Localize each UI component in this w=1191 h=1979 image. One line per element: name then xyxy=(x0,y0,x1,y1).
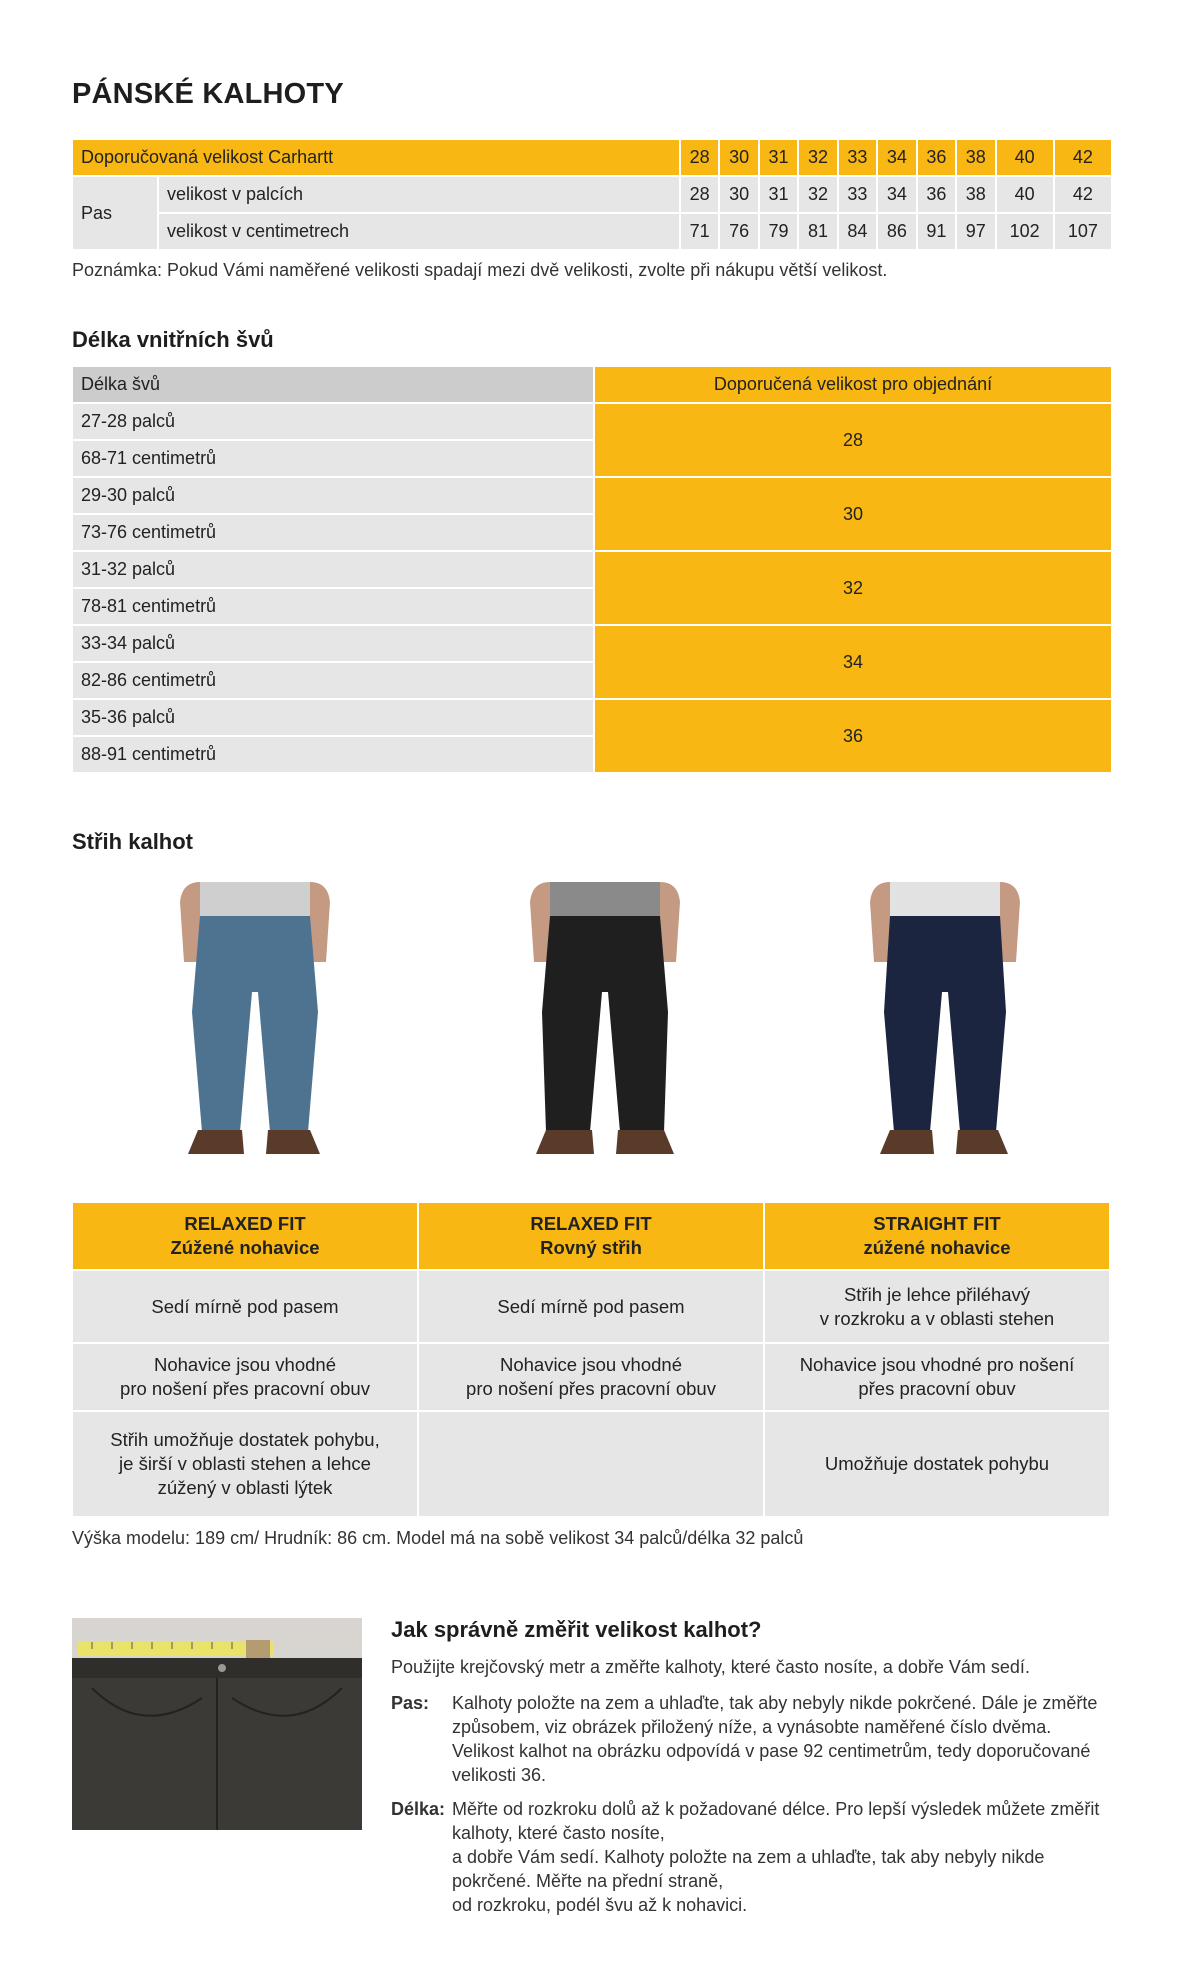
recommended-size: 36 xyxy=(595,700,1111,772)
size-header-cell: 38 xyxy=(957,140,994,175)
inseam-cm: 78-81 centimetrů xyxy=(73,589,593,624)
inseam-inches: 27-28 palců xyxy=(73,404,593,439)
table-cell: Nohavice jsou vhodné pro nošení přes pracovní obuv xyxy=(765,1344,1109,1410)
table-cell: 31 xyxy=(760,177,797,212)
inseam-inches: 35-36 palců xyxy=(73,700,593,735)
table-cell: Sedí mírně pod pasem xyxy=(73,1271,417,1342)
table-cell: Nohavice jsou vhodné pro nošení přes pracovní obuv xyxy=(419,1344,763,1410)
model-note: Výška modelu: 189 cm/ Hrudník: 86 cm. Model má na sobě velikost 34 palců/délka 32 palců xyxy=(72,1528,804,1548)
col-recommended-header: Doporučená velikost pro objednání xyxy=(595,367,1111,402)
table-cell: Nohavice jsou vhodné pro nošení přes pracovní obuv xyxy=(73,1344,417,1410)
size-header-cell: 34 xyxy=(878,140,915,175)
recommended-size: 30 xyxy=(595,478,1111,550)
row-label: velikost v palcích xyxy=(159,177,679,212)
fit-sub: Zúžené nohavice xyxy=(170,1237,320,1258)
size-header-cell: 28 xyxy=(681,140,718,175)
table-row xyxy=(73,626,1111,661)
size-header-cell: 31 xyxy=(760,140,797,175)
inseam-cm: 73-76 centimetrů xyxy=(73,515,593,550)
fit-sub: Rovný střih xyxy=(540,1237,642,1258)
size-header-cell: 32 xyxy=(799,140,836,175)
inseam-header-row xyxy=(73,367,1111,402)
size-table-header-row xyxy=(73,140,1111,175)
table-row xyxy=(73,478,1111,513)
table-cell: 107 xyxy=(1055,214,1111,249)
table-cell: Umožňuje dostatek pohybu xyxy=(765,1412,1109,1516)
fit-column-header xyxy=(419,1203,763,1269)
table-row xyxy=(73,1412,1109,1516)
waist-group-label: Pas xyxy=(73,177,157,249)
measure-intro: Použijte krejčovský metr a změřte kalhoty, které často nosíte, a dobře Vám sedí. xyxy=(391,1657,1030,1677)
fit-name: STRAIGHT FIT xyxy=(873,1213,1001,1234)
waist-label: Pas: xyxy=(391,1693,430,1713)
fit-column-header xyxy=(765,1203,1109,1269)
size-header-cell: 42 xyxy=(1055,140,1111,175)
table-row xyxy=(73,700,1111,735)
fit-header-row xyxy=(73,1203,1109,1269)
jeans-relaxed-straight-image xyxy=(520,882,690,1172)
table-cell: 40 xyxy=(997,177,1053,212)
size-header-cell: 33 xyxy=(839,140,876,175)
table-cell: 79 xyxy=(760,214,797,249)
table-cell: 30 xyxy=(720,177,757,212)
jeans-fill xyxy=(192,916,318,1132)
inseam-cm: 68-71 centimetrů xyxy=(73,441,593,476)
fit-name: RELAXED FIT xyxy=(530,1213,652,1234)
inseam-inches: 31-32 palců xyxy=(73,552,593,587)
table-row xyxy=(73,177,1111,212)
table-cell: Střih je lehce přiléhavý v rozkroku a v oblasti stehen xyxy=(765,1271,1109,1342)
inseam-title: Délka vnitřních švů xyxy=(72,327,274,352)
size-header-cell: 30 xyxy=(720,140,757,175)
fit-column-header xyxy=(73,1203,417,1269)
size-note: Poznámka: Pokud Vámi naměřené velikosti spadají mezi dvě velikosti, zvolte při nákupu větší velikost. xyxy=(72,260,888,280)
length-text: Měřte od rozkroku dolů až k požadované délce. Pro lepší výsledek můžete změřit kalhoty, které často nosíte, a dobře Vám sedí. Kalhoty položte na zem a uhlaďte, tak aby nebyly nikde pokrčené. Měřte na přední straně, od rozkroku, podél švu až k nohavici. xyxy=(452,1799,1100,1915)
table-row xyxy=(73,1344,1109,1410)
table-cell: 91 xyxy=(918,214,955,249)
inseam-cm: 82-86 centimetrů xyxy=(73,663,593,698)
row-label: velikost v centimetrech xyxy=(159,214,679,249)
table-cell: 33 xyxy=(839,177,876,212)
table-cell: 34 xyxy=(878,177,915,212)
length-label: Délka: xyxy=(391,1799,446,1819)
fit-name: RELAXED FIT xyxy=(184,1213,306,1234)
table-cell: 38 xyxy=(957,177,994,212)
table-cell: 42 xyxy=(1055,177,1111,212)
inseam-inches: 33-34 palců xyxy=(73,626,593,661)
recommended-size: 32 xyxy=(595,552,1111,624)
table-cell: 97 xyxy=(957,214,994,249)
table-row xyxy=(73,214,1111,249)
table-cell: 86 xyxy=(878,214,915,249)
table-cell: 102 xyxy=(997,214,1053,249)
size-table xyxy=(71,138,1113,251)
table-row xyxy=(73,1271,1109,1342)
table-row xyxy=(73,552,1111,587)
size-header-cell: 36 xyxy=(918,140,955,175)
table-cell xyxy=(419,1412,763,1516)
table-cell: 84 xyxy=(839,214,876,249)
fit-title: Střih kalhot xyxy=(72,829,194,854)
table-cell: Střih umožňuje dostatek pohybu, je širší v oblasti stehen a lehce zúžený v oblasti lýtek xyxy=(73,1412,417,1516)
table-row xyxy=(73,404,1111,439)
inseam-inches: 29-30 palců xyxy=(73,478,593,513)
fit-sub: zúžené nohavice xyxy=(863,1237,1011,1258)
page-title: PÁNSKÉ KALHOTY xyxy=(72,78,344,110)
waist-text: Kalhoty položte na zem a uhlaďte, tak aby nebyly nikde pokrčené. Dále je změřte způsobem, viz obrázek přiložený níže, a vynásobte naměřené číslo dvěma. Velikost kalhot na obrázku odpovídá v pase 92 centimetrům, tedy doporučované velikosti 36. xyxy=(452,1693,1098,1785)
fit-table xyxy=(71,1201,1111,1518)
table-cell: 32 xyxy=(799,177,836,212)
col-length-header: Délka švů xyxy=(73,367,593,402)
table-cell: 28 xyxy=(681,177,718,212)
measured-pants-photo xyxy=(72,1618,362,1830)
recommended-size: 28 xyxy=(595,404,1111,476)
table-cell: 71 xyxy=(681,214,718,249)
table-cell: 76 xyxy=(720,214,757,249)
inseam-table xyxy=(71,365,1113,774)
size-table-header-label: Doporučovaná velikost Carhartt xyxy=(73,140,679,175)
size-header-cell: 40 xyxy=(997,140,1053,175)
table-cell: Sedí mírně pod pasem xyxy=(419,1271,763,1342)
jeans-straight-tapered-image xyxy=(860,882,1030,1172)
table-cell: 81 xyxy=(799,214,836,249)
inseam-cm: 88-91 centimetrů xyxy=(73,737,593,772)
table-cell: 36 xyxy=(918,177,955,212)
jeans-relaxed-tapered-image xyxy=(170,882,340,1172)
measure-title: Jak správně změřit velikost kalhot? xyxy=(391,1617,762,1642)
recommended-size: 34 xyxy=(595,626,1111,698)
